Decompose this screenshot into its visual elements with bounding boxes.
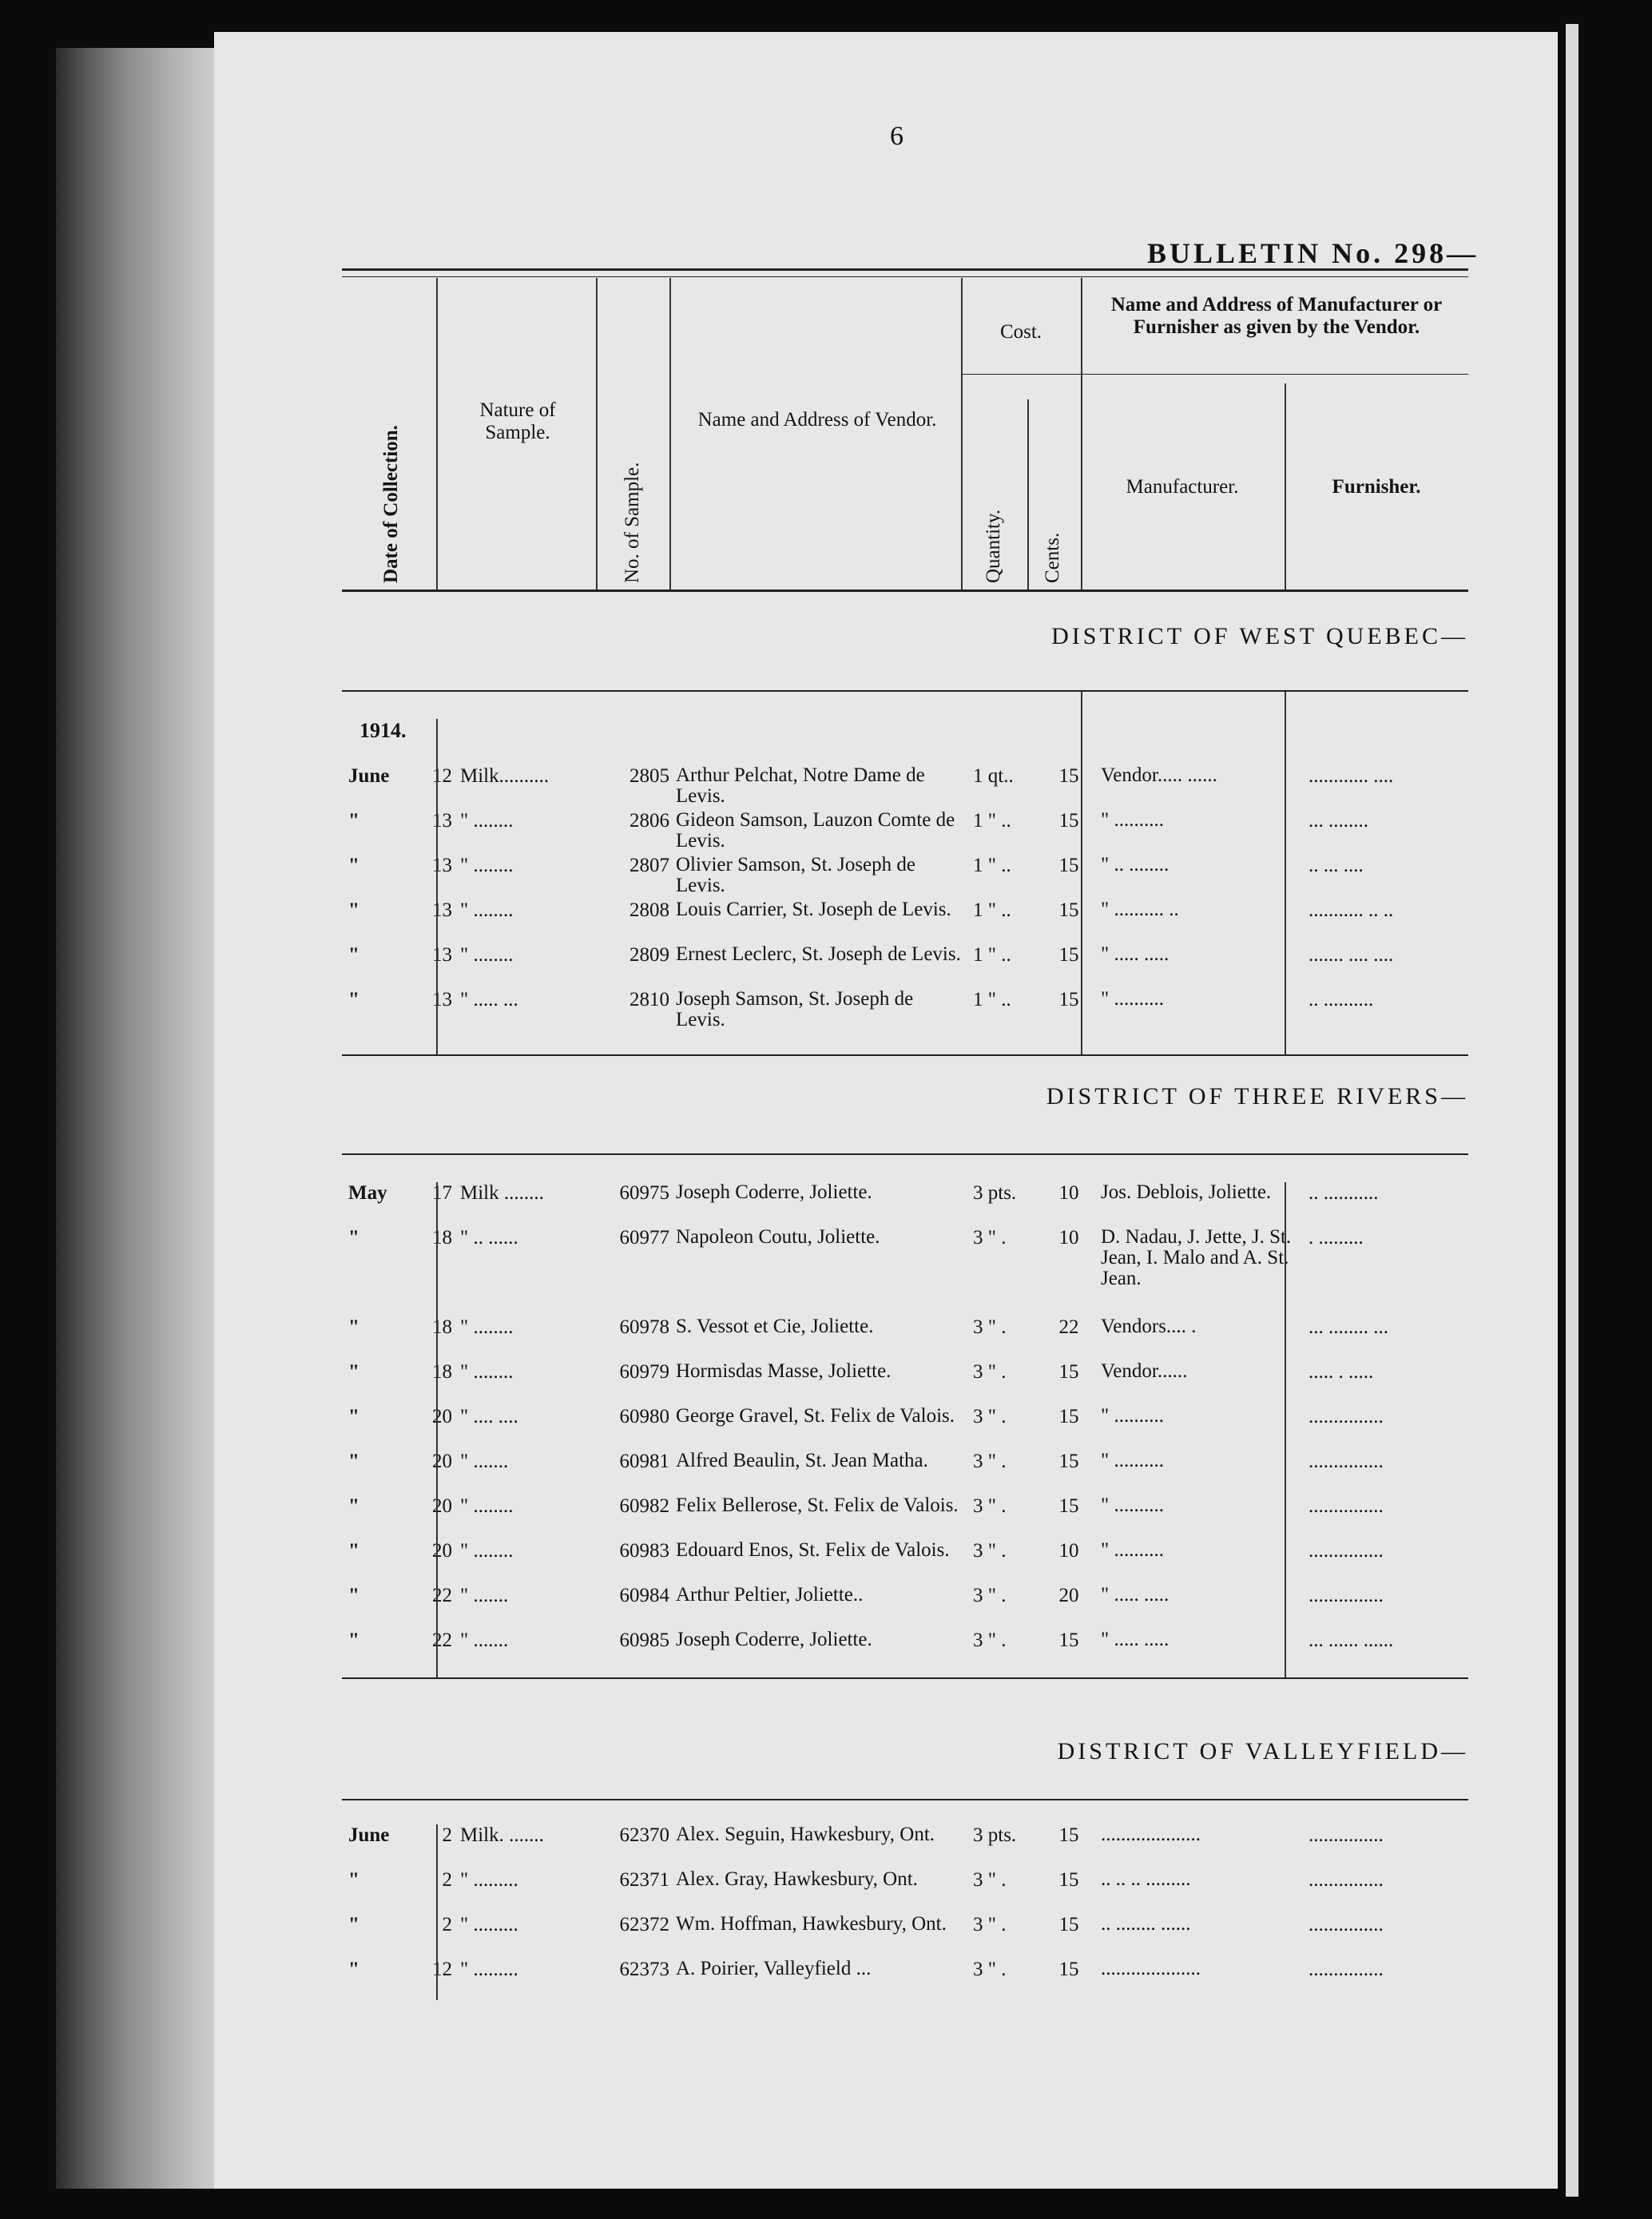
table-row: " 13 " ........ 2808 Louis Carrier, St. Joseph de Levis. 1 " .. 15 " .......... .. ........... .. .. (348, 899, 1394, 921)
header-cents: Cents. (1042, 532, 1063, 583)
cost-subheader-rule (961, 374, 1468, 375)
district-heading: DISTRICT OF THREE RIVERS— (1046, 1083, 1468, 1110)
district-heading: DISTRICT OF VALLEYFIELD— (1057, 1738, 1468, 1764)
table-row: " 13 " ........ 2807 Olivier Samson, St. Joseph de Levis. 1 " .. 15 " .. ........ .. ... .... (348, 854, 1364, 896)
table-row: June 2 Milk. ....... 62370 Alex. Seguin, Hawkesbury, Ont. 3 pts. 15 .................... ............... (348, 1824, 1384, 1846)
book-spine (56, 48, 216, 2189)
table-body-west-quebec (342, 765, 1468, 1034)
header-top-rule-thin (342, 276, 1468, 277)
section-rule (342, 1677, 1468, 1679)
table-row: " 2 " ......... 62372 Wm. Hoffman, Hawkesbury, Ont. 3 " . 15 .. ........ ...... ............... (348, 1913, 1384, 1935)
table-row: " 13 " ........ 2806 Gideon Samson, Lauzon Comte de Levis. 1 " .. 15 " .......... ... ........ (348, 809, 1368, 851)
header-divider (1027, 399, 1029, 589)
table-row: " 20 " ........ 60983 Edouard Enos, St. Felix de Valois. 3 " . 10 " .......... ............... (348, 1539, 1384, 1562)
table-row: " 12 " ......... 62373 A. Poirier, Valleyfield ... 3 " . 15 .................... ............... (348, 1958, 1384, 1980)
table-row: " 22 " ....... 60985 Joseph Coderre, Joliette. 3 " . 15 " ..... ..... ... ...... ...... (348, 1629, 1394, 1651)
column-divider (1285, 1182, 1286, 1677)
column-divider (436, 1824, 438, 2000)
column-divider (436, 719, 438, 1054)
header-nature: Nature of Sample. (479, 399, 556, 443)
section-rule (342, 690, 1468, 692)
header-divider (1081, 278, 1082, 589)
header-vendor: Name and Address of Vendor. (697, 409, 937, 431)
header-top-rule (342, 268, 1468, 271)
table-row: " 18 " .. ...... 60977 Napoleon Coutu, Joliette. 3 " . 10 D. Nadau, J. Jette, J. St. Jean, I. Malo and A. St. Jean. . ......... (348, 1226, 1364, 1289)
header-sample-no: No. of Sample. (621, 462, 643, 583)
column-divider (436, 1182, 438, 1677)
section-rule (342, 1054, 1468, 1056)
header-divider (669, 278, 671, 589)
table-row: June 12 Milk.......... 2805 Arthur Pelchat, Notre Dame de Levis. 1 qt.. 15 Vendor..... ...... ............ .... (348, 764, 1394, 807)
column-divider (1285, 692, 1286, 1054)
header-divider (436, 278, 438, 589)
table-row: " 20 " ....... 60981 Alfred Beaulin, St. Jean Matha. 3 " . 15 " .......... ............... (348, 1450, 1384, 1472)
table-body-valleyfield (342, 1824, 1468, 2003)
section-rule (342, 1799, 1468, 1800)
district-heading: DISTRICT OF WEST QUEBEC— (1051, 623, 1468, 649)
document-page (214, 32, 1558, 2189)
header-date: Date of Collection. (380, 425, 402, 583)
header-manufacturer: Manufacturer. (1126, 476, 1239, 498)
header-divider (1285, 383, 1286, 589)
table-row: " 18 " ........ 60978 S. Vessot et Cie, Joliette. 3 " . 22 Vendors.... . ... ........ ... (348, 1316, 1388, 1338)
column-divider (1081, 692, 1082, 1054)
table-row: " 13 " ..... ... 2810 Joseph Samson, St. Joseph de Levis. 1 " .. 15 " .......... .. .......... (348, 988, 1374, 1030)
header-bottom-rule (342, 589, 1468, 592)
header-quantity: Quantity. (983, 509, 1004, 583)
table-row: " 18 " ........ 60979 Hormisdas Masse, Joliette. 3 " . 15 Vendor...... ..... . ..... (348, 1360, 1374, 1383)
table-row: May 17 Milk ........ 60975 Joseph Coderre, Joliette. 3 pts. 10 Jos. Deblois, Joliette. .. ........... (348, 1181, 1379, 1204)
year-label: 1914. (359, 719, 407, 742)
bulletin-title: BULLETIN No. 298— (1147, 237, 1479, 269)
table-row: " 13 " ........ 2809 Ernest Leclerc, St. Joseph de Levis. 1 " .. 15 " ..... ..... ....... .... .... (348, 943, 1394, 966)
header-maker-group: Name and Address of Manufacturer or Furnisher as given by the Vendor. (1110, 294, 1443, 338)
table-row: " 22 " ....... 60984 Arthur Peltier, Joliette.. 3 " . 20 " ..... ..... ............... (348, 1584, 1384, 1606)
table-row: " 20 " .... .... 60980 George Gravel, St. Felix de Valois. 3 " . 15 " .......... ............... (348, 1405, 1384, 1427)
page-edge (1566, 24, 1579, 2197)
table-row: " 20 " ........ 60982 Felix Bellerose, St. Felix de Valois. 3 " . 15 " .......... ............... (348, 1495, 1384, 1517)
section-rule (342, 1153, 1468, 1155)
page-number: 6 (890, 121, 903, 151)
header-divider (961, 278, 963, 589)
header-divider (596, 278, 598, 589)
header-furnisher: Furnisher. (1332, 476, 1421, 498)
table-body-three-rivers (342, 1182, 1468, 1674)
table-row: " 2 " ......... 62371 Alex. Gray, Hawkesbury, Ont. 3 " . 15 .. .. .. ......... ............... (348, 1868, 1384, 1891)
header-cost: Cost. (999, 321, 1042, 343)
